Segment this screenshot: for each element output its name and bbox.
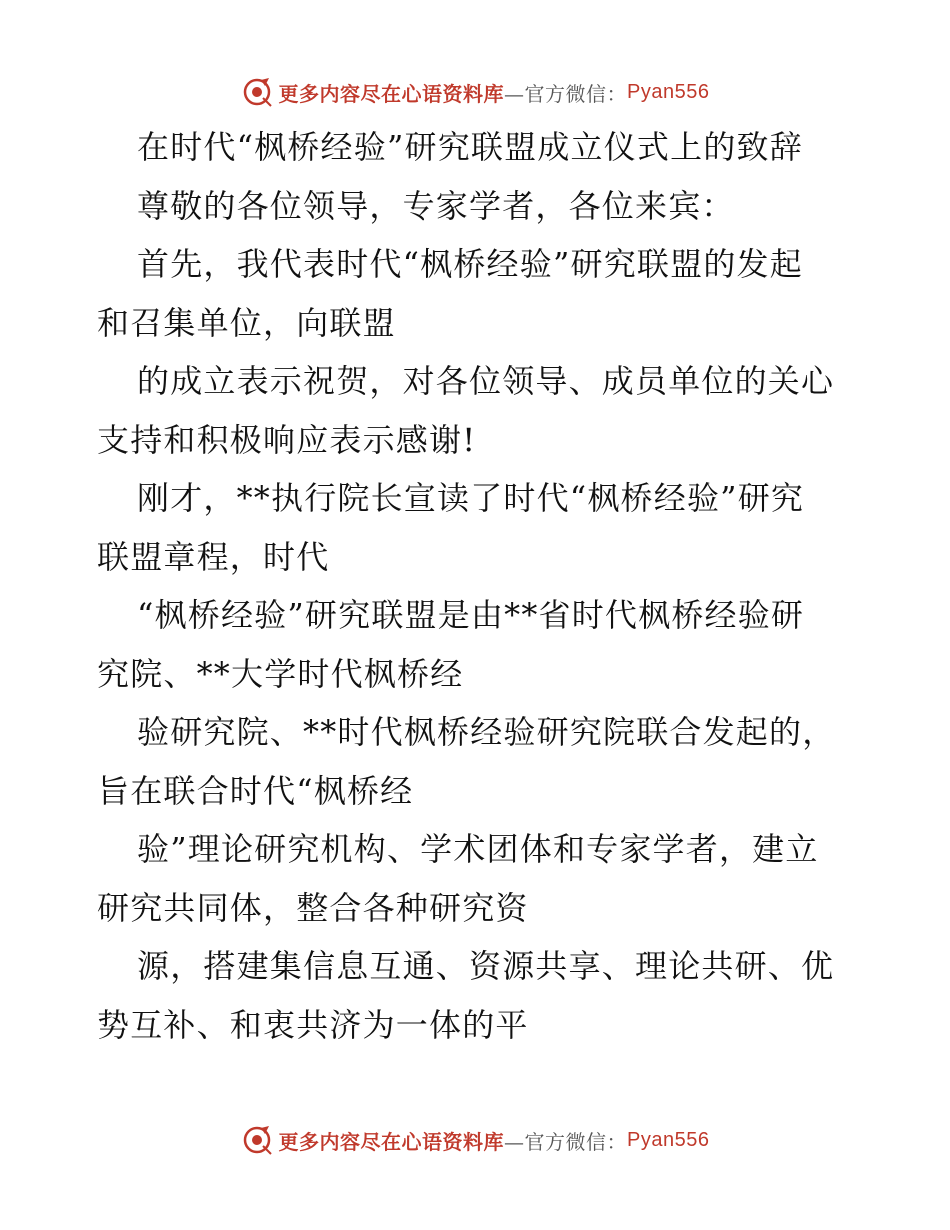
banner-text [279, 78, 710, 107]
paragraph-line: 首先，我代表时代“枫桥经验”研究联盟的发起 [137, 245, 803, 283]
paragraph-line: “枫桥经验”研究联盟是由**省时代枫桥经验研 [137, 596, 805, 634]
banner-text [279, 1126, 710, 1155]
paragraph-line: 旨在联合时代“枫桥经 [97, 771, 414, 810]
document-body [97, 118, 853, 1054]
brush-logo-icon [241, 1124, 273, 1156]
banner-main-text: 更多内容尽在心语资料库 [278, 1129, 505, 1154]
paragraph-line: 究院、**大学时代枫桥经 [97, 654, 464, 693]
banner-main-text: 更多内容尽在心语资料库 [278, 81, 505, 106]
paragraph-line: 源，搭建集信息互通、资源共享、理论共研、优 [137, 947, 835, 985]
footer-banner [0, 1120, 950, 1160]
paragraph-line: 的成立表示祝贺，对各位领导、成员单位的关心 [137, 362, 835, 400]
salutation: 尊敬的各位领导，专家学者，各位来宾： [137, 186, 735, 225]
document-title: 在时代“枫桥经验”研究联盟成立仪式上的致辞 [137, 128, 803, 166]
paragraph-line: 研究共同体，整合各种研究资 [97, 888, 529, 927]
paragraph-line: 验”理论研究机构、学术团体和专家学者，建立 [137, 830, 819, 868]
paragraph-line: 联盟章程，时代 [97, 537, 330, 576]
banner-wechat-id: Pyan556 [627, 1128, 710, 1151]
paragraph-line: 和召集单位，向联盟 [97, 303, 396, 342]
banner-separator-text: —官方微信： [504, 1129, 628, 1154]
paragraph-line: 支持和积极响应表示感谢! [97, 420, 477, 459]
brush-logo-icon [241, 76, 273, 108]
paragraph-line: 验研究院、**时代枫桥经验研究院联合发起的， [137, 713, 836, 751]
banner-separator-text: —官方微信： [504, 81, 628, 106]
paragraph-line: 势互补、和衷共济为一体的平 [97, 1005, 529, 1044]
paragraph-line: 刚才，**执行院长宣读了时代“枫桥经验”研究 [137, 479, 805, 517]
header-banner [0, 72, 950, 112]
banner-wechat-id: Pyan556 [627, 80, 710, 103]
